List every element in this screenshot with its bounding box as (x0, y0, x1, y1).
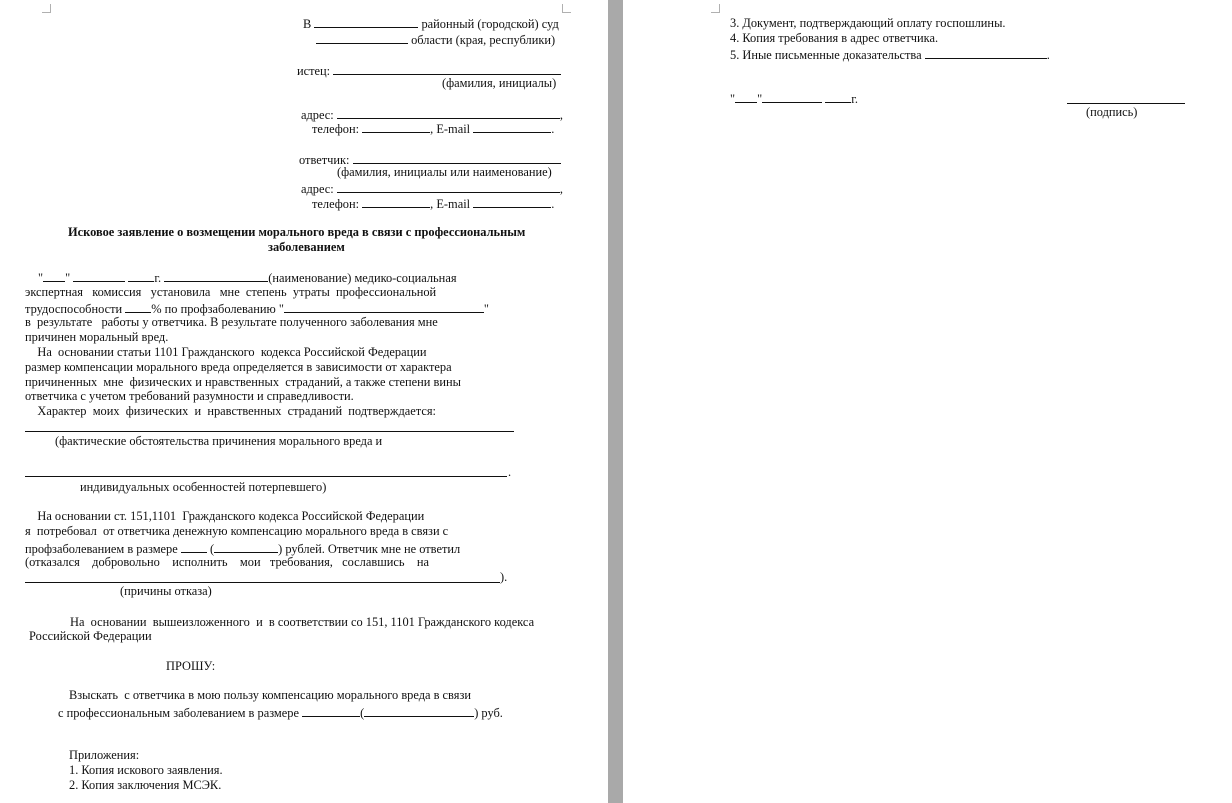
claim-amount-line: с профессиональным заболеванием в размере ( ) руб. (58, 706, 503, 720)
attachment-item: 5. Иные письменные доказательства . (730, 48, 1050, 62)
fill-in-line (25, 431, 514, 432)
date-line: " " г. (730, 92, 859, 106)
line-end-dot: . (508, 465, 512, 479)
document-title-line-2: заболеванием (268, 240, 345, 254)
body-line: причинен моральный вред. (25, 330, 169, 344)
court-line: В районный (городской) суд (303, 17, 559, 31)
plaintiff-line: истец: (297, 62, 561, 78)
body-line: Характер моих физических и нравственных страданий подтверждается: (25, 404, 437, 418)
body-line: ответчика с учетом требований разумности и справедливости. (25, 389, 354, 403)
fill-in-hint: индивидуальных особенностей потерпевшего) (80, 480, 327, 494)
plaintiff-hint: (фамилия, инициалы) (442, 76, 557, 90)
body-line: На основании ст. 151,1101 Гражданского кодекса Российской Федерации (25, 509, 425, 523)
plaintiff-phone-line: телефон: , E-mail . (312, 122, 555, 136)
body-line: я потребовал от ответчика денежную компенсацию морального вреда в связи с (25, 524, 449, 538)
attachments-heading: Приложения: (69, 748, 140, 762)
disability-degree-line: трудоспособности % по профзаболеванию " " (25, 302, 489, 316)
defendant-phone-line: телефон: , E-mail . (312, 197, 555, 211)
attachment-item: 2. Копия заключения МСЭК. (69, 778, 222, 792)
fill-in-hint: (фактические обстоятельства причинения морального вреда и (55, 434, 383, 448)
line-end-paren: ). (500, 570, 508, 584)
fill-in-line (25, 582, 500, 583)
margin-corner-mark (711, 4, 720, 13)
signature-hint: (подпись) (1086, 105, 1138, 119)
attachment-item: 3. Документ, подтверждающий оплату госпошлины. (730, 16, 1006, 30)
fill-in-hint: (причины отказа) (120, 584, 212, 598)
commission-date-line: " " г. (наименование) медико-социальная (38, 271, 457, 285)
body-line: Взыскать с ответчика в мою пользу компенсацию морального вреда в связи (69, 688, 471, 702)
plaintiff-address-line: адрес: , (301, 108, 563, 122)
defendant-line: ответчик: (299, 151, 561, 167)
defendant-hint: (фамилия, инициалы или наименование) (337, 165, 552, 179)
margin-corner-mark (42, 4, 51, 13)
margin-corner-mark (562, 4, 571, 13)
region-line: области (края, республики) (316, 31, 555, 47)
defendant-address-line: адрес: , (301, 182, 563, 196)
body-line: На основании статьи 1101 Гражданского кодекса Российской Федерации (25, 345, 427, 359)
document-page-left (0, 0, 608, 803)
body-line: экспертная комиссия установила мне степень утраты профессиональной (25, 285, 437, 299)
prosu-heading: ПРОШУ: (166, 659, 216, 673)
document-page-right (623, 0, 1232, 803)
attachment-item: 4. Копия требования в адрес ответчика. (730, 31, 939, 45)
signature-line (1067, 103, 1185, 104)
body-line: (отказался добровольно исполнить мои требования, сославшись на (25, 555, 430, 569)
body-line: размер компенсации морального вреда определяется в зависимости от характера (25, 360, 452, 374)
body-line: причиненных мне физических и нравственных страданий, а также степени вины (25, 375, 461, 389)
body-line: в результате работы у ответчика. В результате полученного заболевания мне (25, 315, 438, 329)
compensation-amount-line: профзаболеванием в размере ( ) рублей. Ответчик мне не ответил (25, 542, 461, 556)
body-line: Российской Федерации (29, 629, 152, 643)
document-title-line-1: Исковое заявление о возмещении морального вреда в связи с профессиональным (68, 225, 526, 239)
fill-in-line (25, 476, 507, 477)
attachment-item: 1. Копия искового заявления. (69, 763, 223, 777)
body-line: На основании вышеизложенного и в соответствии со 151, 1101 Гражданского кодекса (70, 615, 535, 629)
